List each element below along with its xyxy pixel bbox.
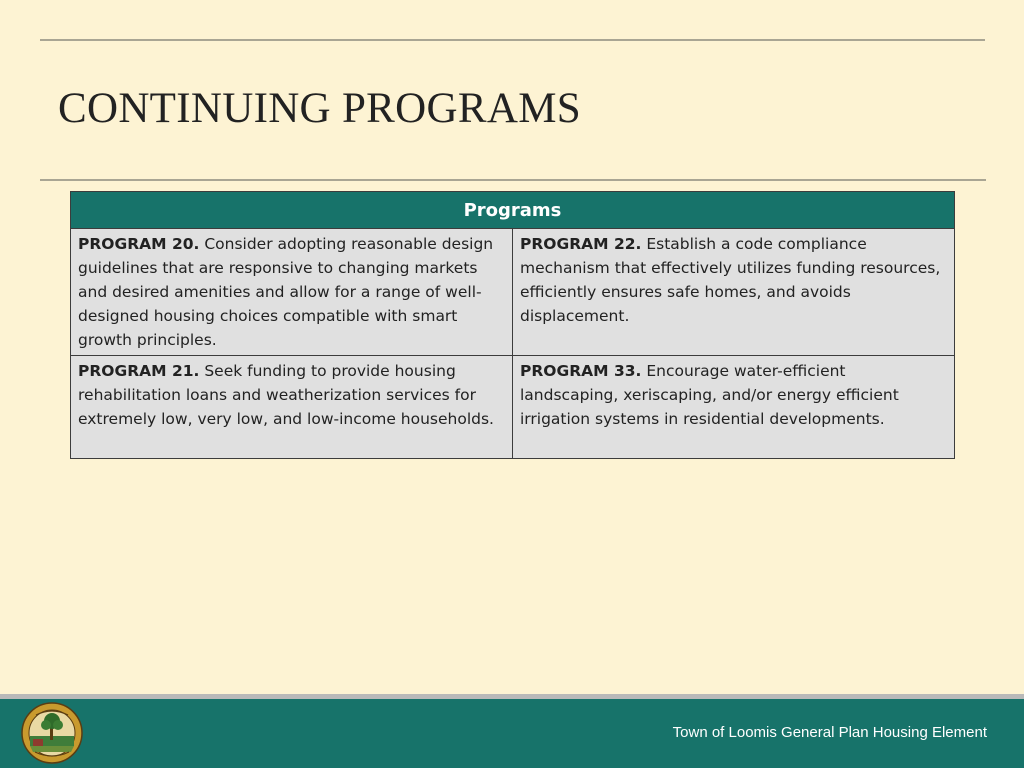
table-row <box>71 356 955 459</box>
table-row <box>71 229 955 356</box>
table-header-row <box>71 192 955 229</box>
top-divider <box>40 39 985 41</box>
program-21-cell <box>71 356 513 459</box>
program-33-cell <box>513 356 955 459</box>
title-divider <box>40 179 986 181</box>
program-20-cell <box>71 229 513 356</box>
program-label: PROGRAM 33. <box>520 362 642 380</box>
footer-title: Town of Loomis General Plan Housing Element <box>672 724 987 741</box>
program-description: Establish a code compliance mechanism that effectively utilizes funding resources, efficiently ensures safe homes, and avoids displacement. <box>520 235 941 325</box>
program-label: PROGRAM 21. <box>78 362 200 380</box>
table-header: Programs <box>71 192 955 229</box>
town-seal-icon <box>21 702 83 764</box>
program-22-cell <box>513 229 955 356</box>
programs-table <box>70 191 955 459</box>
program-description: Encourage water-efficient landscaping, xeriscaping, and/or energy efficient irrigation systems in residential developments. <box>520 362 899 428</box>
program-description: Consider adopting reasonable design guidelines that are responsive to changing markets and desired amenities and allow for a range of well-designed housing choices compatible with smart growth principles. <box>78 235 494 349</box>
program-description: Seek funding to provide housing rehabilitation loans and weatherization services for extremely low, very low, and low-income households. <box>78 362 494 428</box>
program-label: PROGRAM 20. <box>78 235 200 253</box>
program-label: PROGRAM 22. <box>520 235 642 253</box>
page-title: CONTINUING PROGRAMS <box>58 85 581 132</box>
